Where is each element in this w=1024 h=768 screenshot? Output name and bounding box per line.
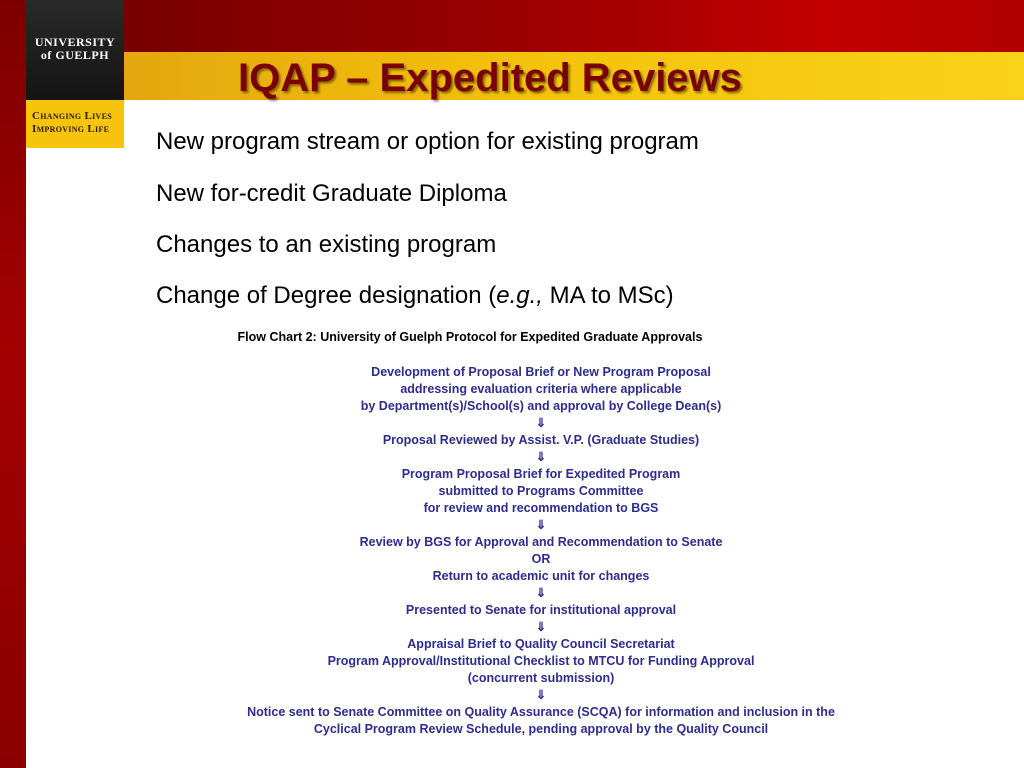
bullet-item: Changes to an existing program [156, 231, 497, 258]
bullet-item: New program stream or option for existing program [156, 128, 699, 155]
flowchart-step-line: Program Approval/Institutional Checklist to MTCU for Funding Approval [327, 654, 755, 668]
flowchart-step-line: Program Proposal Brief for Expedited Program [401, 467, 681, 481]
down-arrow-icon: ⇓ [535, 416, 547, 430]
logo-text-guelph: of GUELPH [40, 48, 110, 62]
flowchart-step-line: Appraisal Brief to Quality Council Secretariat [407, 637, 675, 651]
left-decorative-strip [0, 0, 26, 768]
flowchart-step-line: by Department(s)/School(s) and approval by College Dean(s) [360, 399, 722, 413]
down-arrow-icon: ⇓ [535, 450, 547, 464]
flowchart-title: Flow Chart 2: University of Guelph Protocol for Expedited Graduate Approvals [237, 330, 703, 344]
down-arrow-icon: ⇓ [535, 620, 547, 634]
tagline-block [26, 100, 124, 148]
bullet-text-italic: e.g., [496, 282, 543, 309]
flowchart-step-line: Presented to Senate for institutional approval [405, 603, 677, 617]
flowchart-step-line: Cyclical Program Review Schedule, pending approval by the Quality Council [313, 722, 769, 736]
bullet-item [156, 282, 674, 310]
down-arrow-icon: ⇓ [535, 518, 547, 532]
logo-text-university: UNIVERSITY [34, 35, 116, 49]
flowchart-step-line: Development of Proposal Brief or New Program Proposal [371, 365, 711, 379]
tagline-line-2: Improving Life [32, 123, 110, 135]
tagline-line-1: Changing Lives [32, 110, 113, 122]
bullet-item: New for-credit Graduate Diploma [156, 180, 507, 207]
slide-title: IQAP – Expedited Reviews [238, 56, 742, 100]
bullet-text: Change of Degree designation ( [156, 282, 497, 309]
flowchart-step-line: (concurrent submission) [467, 671, 615, 685]
flowchart-step-line: Review by BGS for Approval and Recommendation to Senate [359, 535, 723, 549]
flowchart-step-line: for review and recommendation to BGS [423, 501, 659, 515]
header-band [26, 0, 1024, 52]
flowchart-step-line: addressing evaluation criteria where applicable [400, 382, 682, 396]
down-arrow-icon: ⇓ [535, 586, 547, 600]
down-arrow-icon: ⇓ [535, 688, 547, 702]
bullet-text: MA to MSc) [542, 282, 674, 309]
flowchart-step-line: submitted to Programs Committee [438, 484, 644, 498]
flowchart-step-line: Notice sent to Senate Committee on Quality Assurance (SCQA) for information and inclusion in the [247, 705, 835, 719]
flowchart-step-line: Proposal Reviewed by Assist. V.P. (Graduate Studies) [382, 433, 700, 447]
flowchart [180, 364, 902, 738]
university-logo [26, 0, 124, 100]
flowchart-step-line: OR [531, 552, 551, 566]
flowchart-step-line: Return to academic unit for changes [432, 569, 650, 583]
